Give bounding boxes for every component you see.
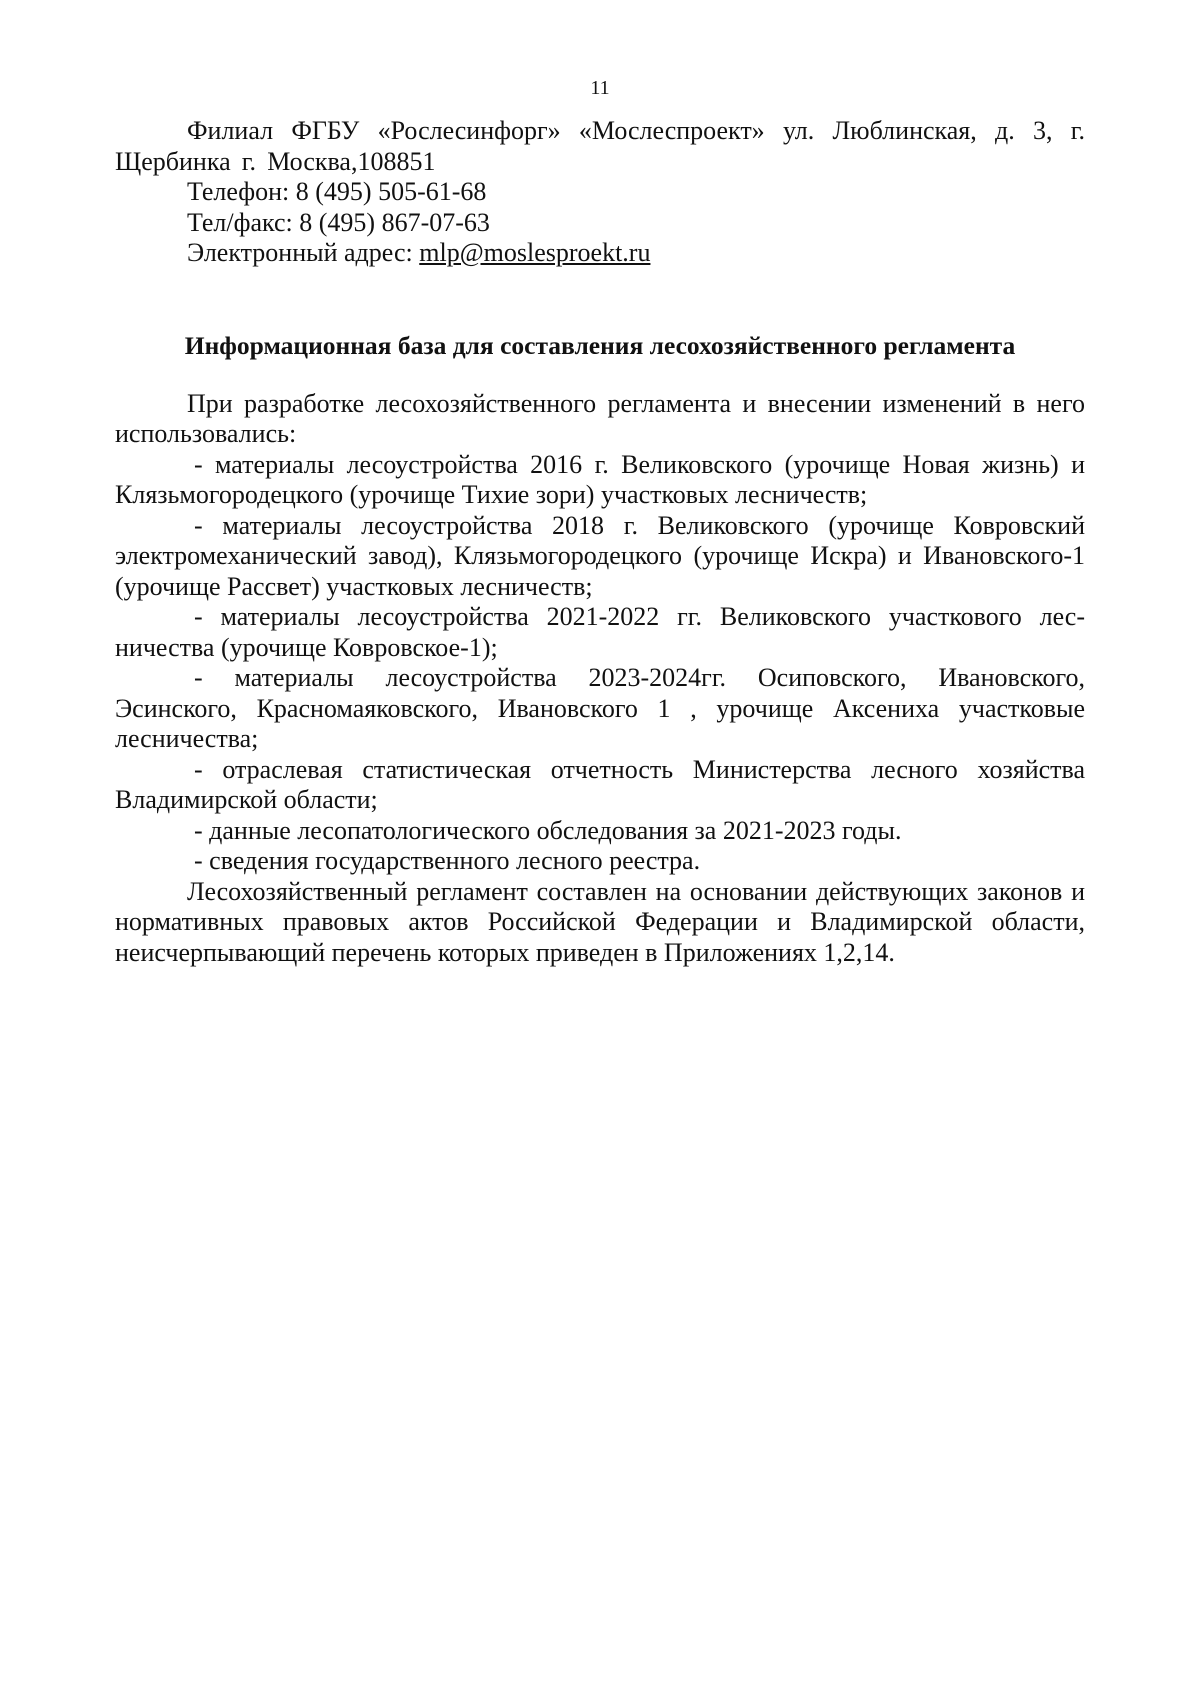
contact-address: Филиал ФГБУ «Рослесинфорг» «Мослеспроект» ул. Люблинская, д. 3, г. Щербинка г. Москва,108851 bbox=[115, 116, 1085, 176]
contact-email-label: Электронный адрес: bbox=[187, 238, 420, 267]
list-item: - сведения государственного лесного реестра. bbox=[194, 846, 701, 875]
list-item: - материалы лесоустройства 2016 г. Великовского (урочище Новая жизнь) и Клязьмогородецкого (урочище Тихие зори) участковых лесничеств; bbox=[115, 449, 1085, 509]
contact-phone: Телефон: 8 (495) 505-61-68 bbox=[187, 177, 487, 206]
section-heading: Информационная база для составления лесохозяйственного регламента bbox=[184, 330, 1016, 360]
list-item: - материалы лесоустройства 2023-2024гг. Осиповского, Ивановского, Эсинского, Красномаяковского, Ивановского 1 , урочище Аксениха участковые лесничества; bbox=[115, 663, 1085, 753]
list-item: - материалы лесоустройства 2018 г. Великовского (урочище Ковровский электромеханический завод), Клязьмогородецкого (урочище Искра) и Ивановского-1 (урочище Рассвет) участковых лесничеств; bbox=[115, 510, 1085, 601]
page-content bbox=[115, 116, 1085, 968]
section-conclusion: Лесохозяйственный регламент составлен на основании действующих законов и нормативных правовых актов Российской Федерации и Владимирской области, неисчерпывающий перечень которых приведен в Приложениях 1,2,14. bbox=[115, 876, 1085, 967]
contact-fax: Тел/факс: 8 (495) 867-07-63 bbox=[187, 207, 490, 237]
section-intro: При разработке лесохозяйственного регламента и внесении изменений в него использовались: bbox=[115, 388, 1085, 448]
list-item: - данные лесопатологического обследования за 2021-2023 годы. bbox=[194, 815, 902, 845]
page-number: 11 bbox=[590, 77, 610, 99]
list-item: - отраслевая статистическая отчетность Министерства лесного хозяйства Владимирской области; bbox=[115, 754, 1085, 814]
list-item: - материалы лесоустройства 2021-2022 гг. Великовского участкового лесничества (урочище Ковровское-1); bbox=[115, 602, 1085, 662]
contact-email-link[interactable]: mlp@moslesproekt.ru bbox=[419, 238, 651, 267]
contact-email-line bbox=[115, 238, 1085, 269]
